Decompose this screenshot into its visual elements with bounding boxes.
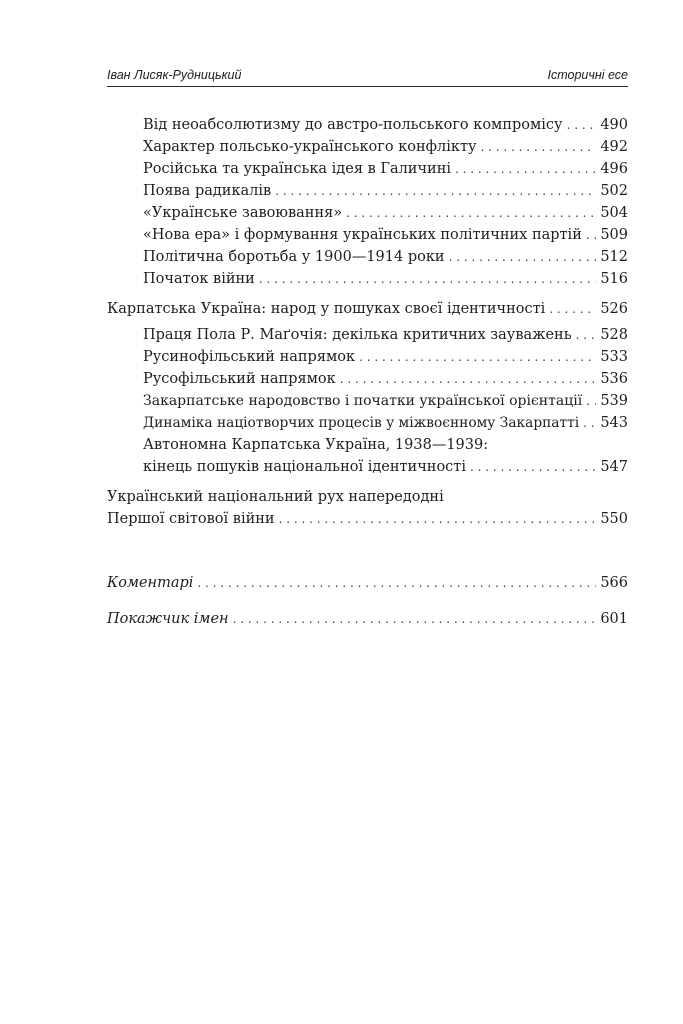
toc-entry-page: 492 (600, 139, 628, 155)
toc-leader (359, 346, 596, 368)
toc-entry-title: Від неоабсолютизму до австро-польського компромісу (143, 117, 563, 133)
toc-entry (143, 456, 628, 478)
toc-leader (449, 246, 597, 268)
toc-section-national-movement (107, 508, 628, 530)
toc-leader (567, 114, 597, 136)
toc-entry (143, 324, 628, 346)
toc-section-index (107, 608, 628, 630)
toc-section-title: Коментарі (107, 575, 194, 591)
header-book-title: Історичні есе (547, 68, 628, 82)
toc-entry-title: Початок війни (143, 271, 255, 287)
toc-entry-page: 528 (600, 327, 628, 343)
toc-entry (143, 268, 628, 290)
toc-entry (143, 114, 628, 136)
toc-entry (143, 202, 628, 224)
toc-entry-title: «Нова ера» і формування українських політичних партій (143, 227, 582, 243)
toc-leader (259, 268, 596, 290)
toc-entry-title: «Українське завоювання» (143, 205, 343, 221)
toc-entry-title: Політична боротьба у 1900—1914 роки (143, 249, 445, 265)
toc-entry-page: 512 (600, 249, 628, 265)
toc-leader (586, 390, 596, 412)
toc-entry-page: 543 (600, 415, 628, 431)
toc-section-page: 550 (600, 511, 628, 527)
toc-entry-page: 516 (600, 271, 628, 287)
toc-leader (233, 608, 597, 630)
toc-section-carpatho (107, 298, 628, 320)
toc-entry (143, 368, 628, 390)
toc-entry-title: Російська та українська ідея в Галичині (143, 161, 452, 177)
toc-leader (275, 180, 596, 202)
toc-leader (583, 412, 596, 434)
toc-leader (197, 572, 596, 594)
toc-entry (143, 246, 628, 268)
toc-leader (586, 224, 596, 246)
toc-entry-page: 536 (600, 371, 628, 387)
running-header (107, 66, 628, 87)
toc-entry-page: 547 (600, 459, 628, 475)
toc-entry-page: 502 (600, 183, 628, 199)
toc-leader (481, 136, 597, 158)
toc-section-page: 601 (600, 611, 628, 627)
toc-section-page: 566 (600, 575, 628, 591)
toc-section-national-movement-line1 (107, 486, 628, 508)
toc-entry (143, 158, 628, 180)
toc-entry (143, 346, 628, 368)
toc-section-title-line2: Першої світової війни (107, 511, 275, 527)
toc-entry-page: 533 (600, 349, 628, 365)
toc-entry-title: Русинофільський напрямок (143, 349, 356, 365)
toc-section-title: Карпатська Україна: народ у пошуках своєї ідентичності (107, 301, 546, 317)
toc-entry (143, 224, 628, 246)
toc-entry-page: 504 (600, 205, 628, 221)
toc-entry-title: Праця Пола Р. Маґочія: декілька критичних зауважень (143, 327, 572, 343)
toc-leader (279, 508, 597, 530)
toc-section-title: Покажчик імен (107, 611, 229, 627)
toc-entry-page: 490 (600, 117, 628, 133)
toc-leader (470, 456, 596, 478)
toc-entry-title-line2: кінець пошуків національної ідентичності (143, 459, 466, 475)
toc-section-comments (107, 572, 628, 594)
toc-entry-page: 509 (600, 227, 628, 243)
toc-entry (143, 180, 628, 202)
toc-entry-title: Закарпатське народовство і початки української орієнтації (143, 393, 583, 409)
toc-entry (143, 390, 628, 412)
header-author: Іван Лисяк-Рудницький (107, 68, 242, 82)
toc-entry (143, 412, 628, 434)
toc-entry-title: Характер польсько-українського конфлікту (143, 139, 477, 155)
toc-leader (576, 324, 597, 346)
toc-leader (455, 158, 596, 180)
toc-entry-page: 539 (600, 393, 628, 409)
toc-entry-line1 (143, 434, 628, 456)
toc-entry-title-line1: Автономна Карпатська Україна, 1938—1939: (143, 437, 489, 453)
toc-entry-title: Русофільський напрямок (143, 371, 336, 387)
toc-leader (340, 368, 597, 390)
toc-entry (143, 136, 628, 158)
toc-leader (346, 202, 596, 224)
toc-section-title-line1: Український національний рух напередодні (107, 489, 444, 505)
toc-section-page: 526 (600, 301, 628, 317)
toc-entry-title: Динаміка націотворчих процесів у міжвоєнному Закарпатті (143, 415, 580, 431)
toc-entry-page: 496 (600, 161, 628, 177)
toc-entry-title: Поява радикалів (143, 183, 272, 199)
toc-leader (549, 298, 596, 320)
